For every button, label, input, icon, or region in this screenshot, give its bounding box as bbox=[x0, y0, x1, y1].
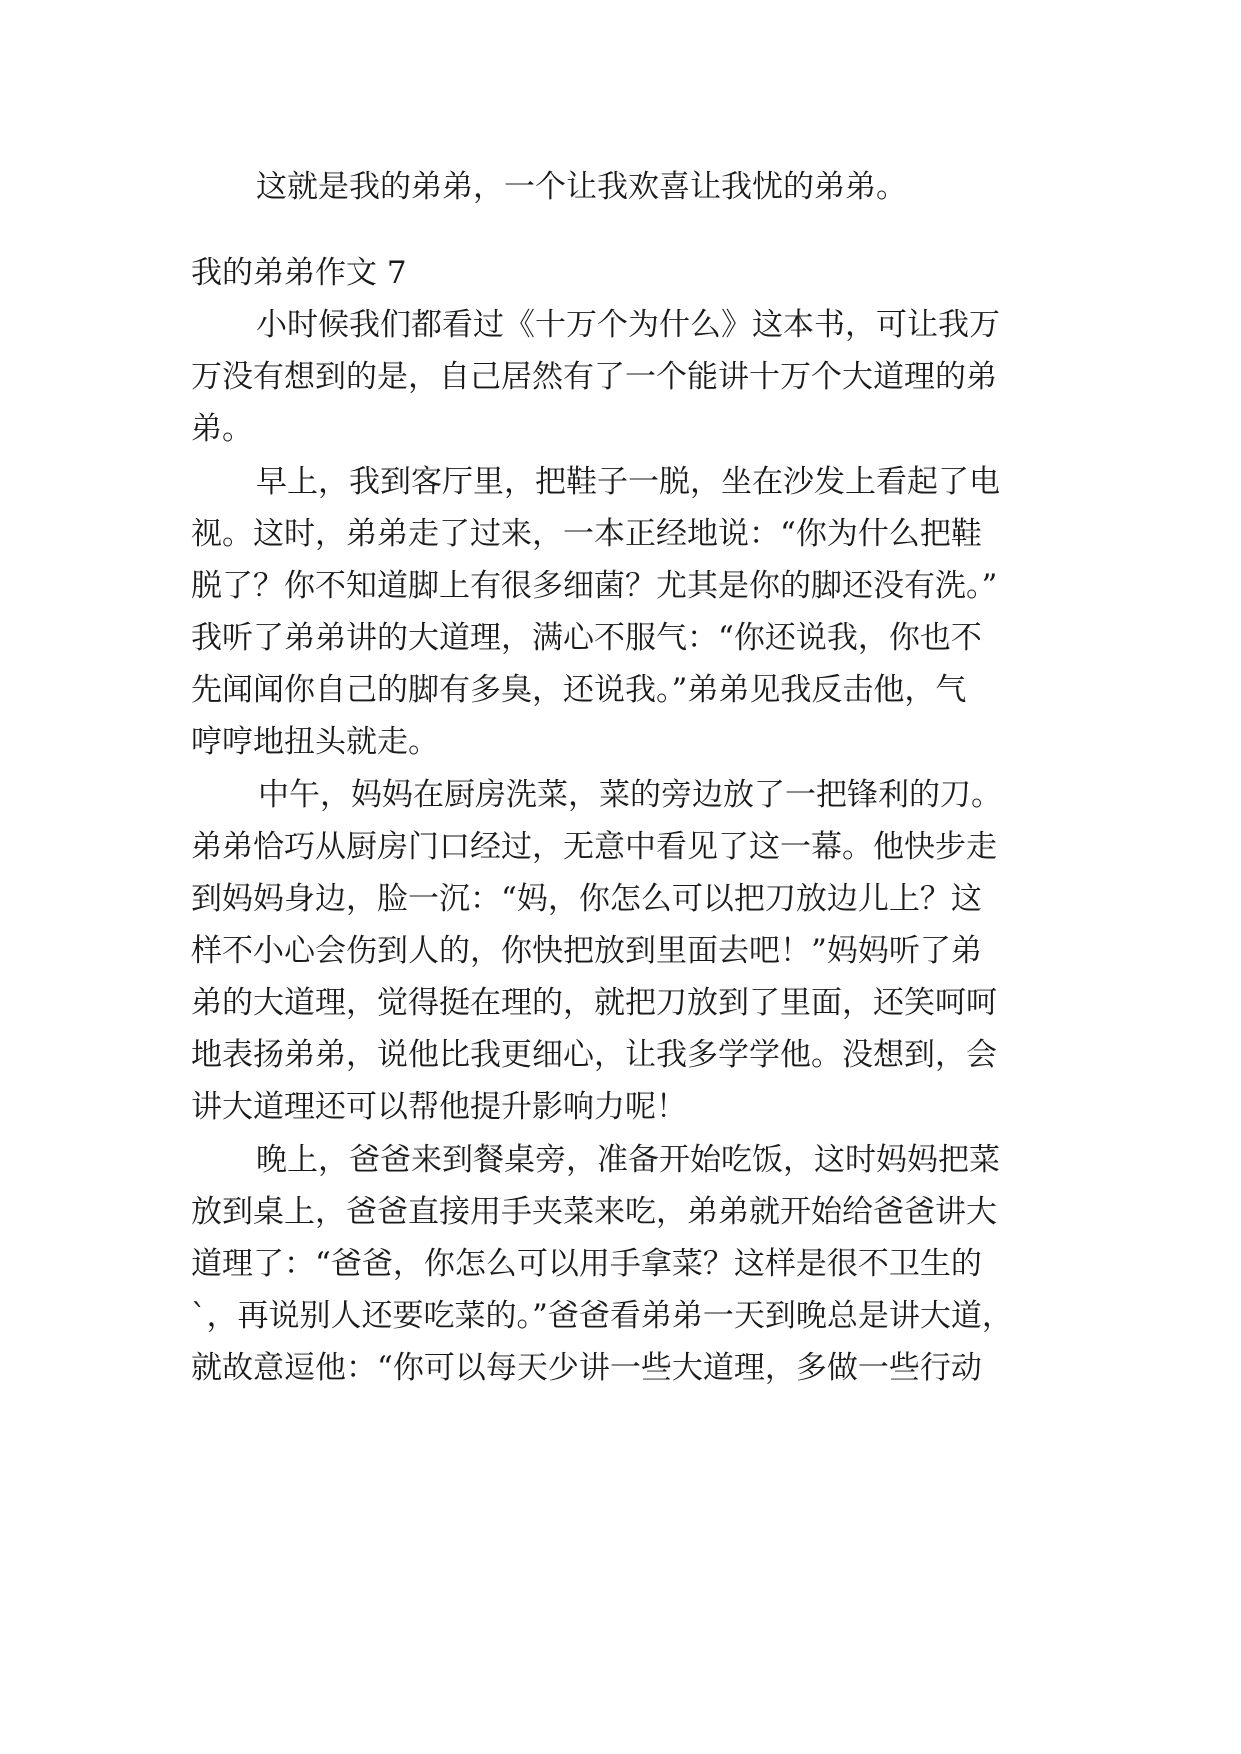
paragraph-line: `，再说别人还要吃菜的。”爸爸看弟弟一天到晚总是讲大道， bbox=[191, 1298, 1013, 1334]
paragraph-line: 中午，妈妈在厨房洗菜，菜的旁边放了一把锋利的刀。 bbox=[258, 777, 1002, 813]
paragraph-line: 哼哼地扭头就走。 bbox=[191, 724, 439, 760]
paragraph-line: 小时候我们都看过《十万个为什么》这本书，可让我万 bbox=[256, 307, 1000, 343]
paragraph-line: 脱了？你不知道脚上有很多细菌？尤其是你的脚还没有洗。” bbox=[191, 568, 998, 604]
paragraph-line: 放到桌上，爸爸直接用手夹菜来吃，弟弟就开始给爸爸讲大 bbox=[191, 1194, 997, 1230]
paragraph-line: 晚上，爸爸来到餐桌旁，准备开始吃饭，这时妈妈把菜 bbox=[256, 1142, 1000, 1178]
section-heading: 我的弟弟作文 7 bbox=[191, 255, 407, 291]
paragraph-line: 这就是我的弟弟，一个让我欢喜让我忧的弟弟。 bbox=[256, 169, 907, 205]
paragraph-line: 地表扬弟弟，说他比我更细心，让我多学学他。没想到，会 bbox=[191, 1037, 997, 1073]
paragraph-line: 就故意逗他：“你可以每天少讲一些大道理，多做一些行动 bbox=[191, 1350, 982, 1386]
paragraph-line: 我听了弟弟讲的大道理，满心不服气：“你还说我，你也不 bbox=[191, 620, 982, 656]
paragraph-line: 道理了：“爸爸，你怎么可以用手拿菜？这样是很不卫生的 bbox=[191, 1246, 982, 1282]
paragraph-line: 万没有想到的是，自己居然有了一个能讲十万个大道理的弟 bbox=[191, 359, 997, 395]
paragraph-line: 早上，我到客厅里，把鞋子一脱，坐在沙发上看起了电 bbox=[256, 464, 1000, 500]
paragraph-line: 弟的大道理，觉得挺在理的，就把刀放到了里面，还笑呵呵 bbox=[191, 985, 997, 1021]
paragraph-line: 讲大道理还可以帮他提升影响力呢！ bbox=[191, 1089, 687, 1125]
paragraph-line: 视。这时，弟弟走了过来，一本正经地说：“你为什么把鞋 bbox=[191, 516, 982, 552]
paragraph-line: 到妈妈身边，脸一沉：“妈，你怎么可以把刀放边儿上？这 bbox=[191, 881, 982, 917]
paragraph-line: 弟。 bbox=[191, 411, 253, 447]
paragraph-line: 弟弟恰巧从厨房门口经过，无意中看见了这一幕。他快步走 bbox=[191, 829, 997, 865]
paragraph-line: 样不小心会伤到人的，你快把放到里面去吧！”妈妈听了弟 bbox=[191, 933, 982, 969]
paragraph-line: 先闻闻你自己的脚有多臭，还说我。”弟弟见我反击他，气 bbox=[191, 672, 967, 708]
